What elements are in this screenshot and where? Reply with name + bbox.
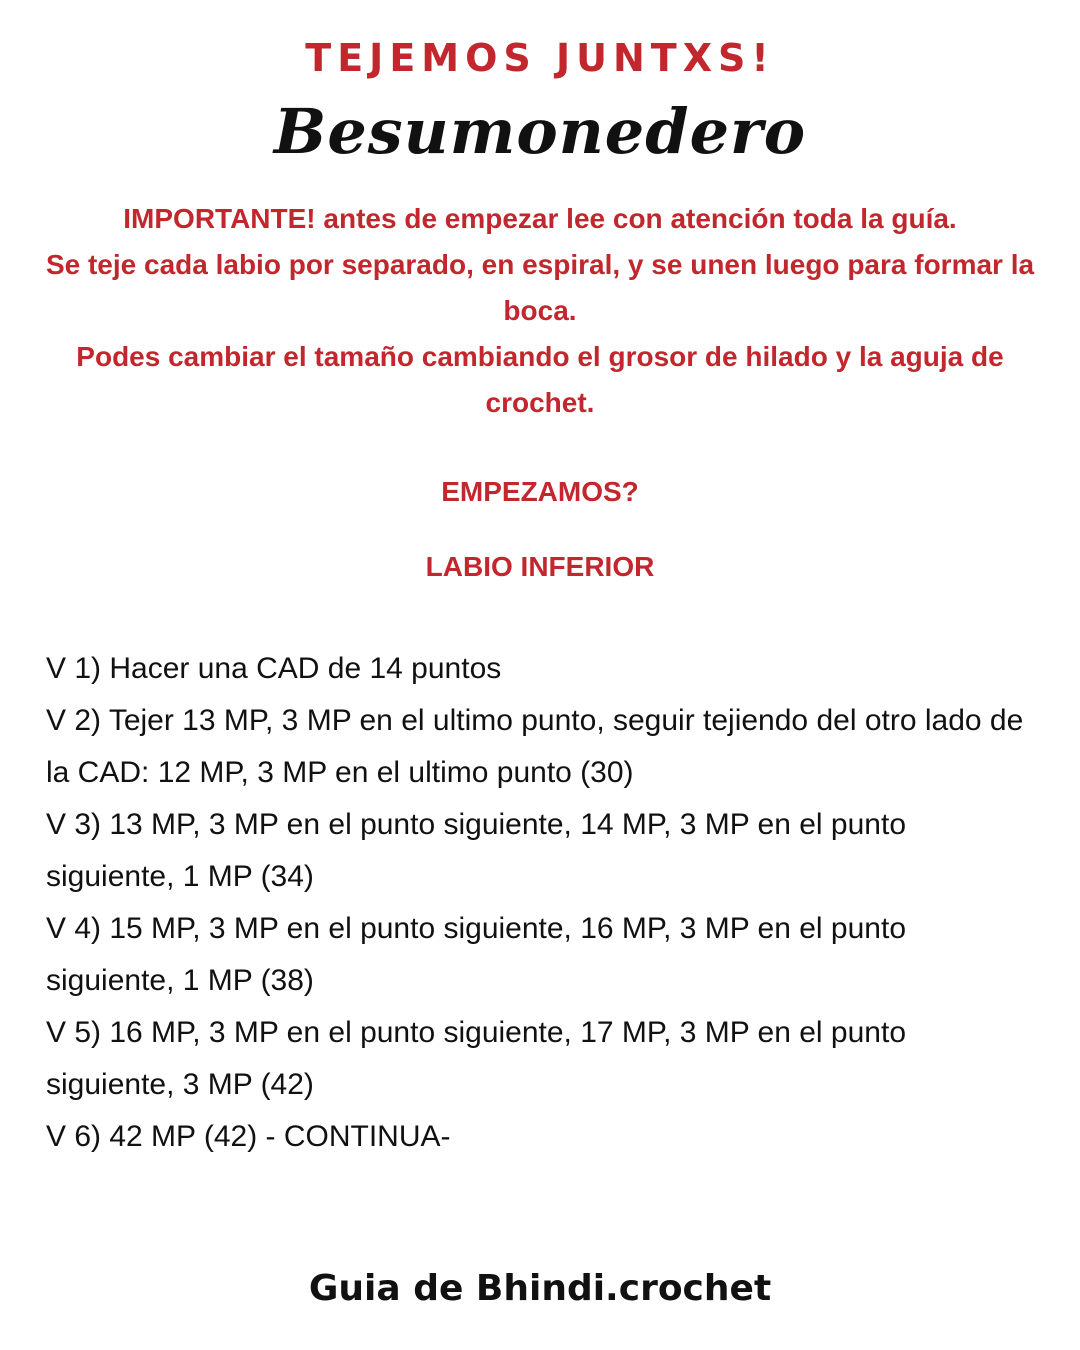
- round-step: V 3) 13 MP, 3 MP en el punto siguiente, 14 MP, 3 MP en el punto siguiente, 1 MP (34): [46, 808, 907, 893]
- lower-lip-heading: LABIO INFERIOR: [425, 551, 655, 582]
- intro-line: Se teje cada labio por separado, en espiral, y se unen luego para formar la boca.: [45, 249, 1035, 326]
- round-instructions: [46, 643, 1036, 1163]
- page-title: TEJEMOS JUNTXS!: [305, 36, 775, 80]
- footer-credit: Guia de Bhindi.crochet: [308, 1268, 772, 1309]
- round-step: V 4) 15 MP, 3 MP en el punto siguiente, 16 MP, 3 MP en el punto siguiente, 1 MP (38): [46, 912, 907, 997]
- intro-line: Podes cambiar el tamaño cambiando el grosor de hilado y la aguja de crochet.: [76, 341, 1004, 418]
- intro-line: IMPORTANTE! antes de empezar lee con atención toda la guía.: [123, 203, 957, 234]
- round-step: V 5) 16 MP, 3 MP en el punto siguiente, 17 MP, 3 MP en el punto siguiente, 3 MP (42): [46, 1016, 907, 1101]
- start-heading: EMPEZAMOS?: [441, 476, 639, 507]
- round-step: V 1) Hacer una CAD de 14 puntos: [46, 652, 502, 685]
- pattern-name: Besumonedero: [273, 95, 807, 168]
- round-step: V 6) 42 MP (42) - CONTINUA-: [46, 1120, 451, 1153]
- round-step: V 2) Tejer 13 MP, 3 MP en el ultimo punto, seguir tejiendo del otro lado de la CAD: 12 MP, 3 MP en el ultimo punto (30): [46, 704, 1024, 789]
- intro-notice: [20, 196, 1060, 426]
